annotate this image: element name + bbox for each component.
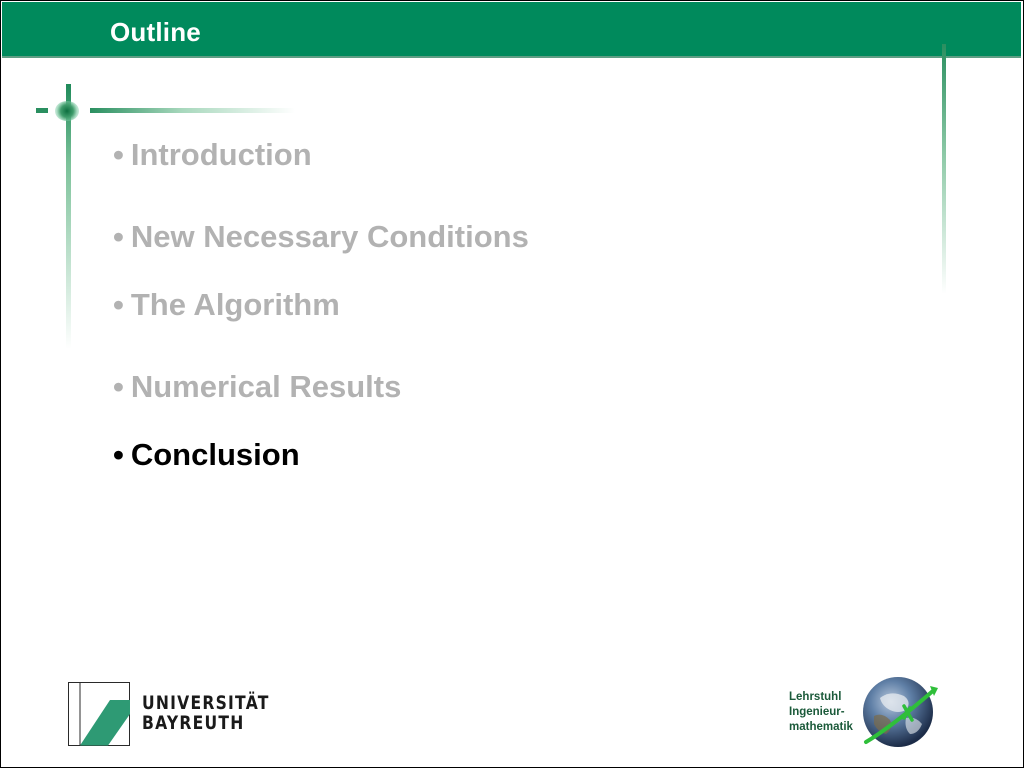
decorative-tick bbox=[36, 108, 48, 113]
outline-item-new-necessary-conditions bbox=[113, 219, 529, 255]
outline-item-label: Numerical Results bbox=[130, 369, 402, 404]
chair-name-line1: Lehrstuhl bbox=[789, 691, 842, 703]
decorative-horizontal-line bbox=[90, 108, 295, 113]
university-bayreuth-logo bbox=[68, 682, 130, 746]
university-name-line1: UNIVERSITÄT bbox=[142, 692, 270, 714]
globe-with-arrow-icon bbox=[860, 676, 940, 752]
slide-title: Outline bbox=[110, 17, 201, 47]
outline-item-label: New Necessary Conditions bbox=[130, 219, 529, 254]
outline-item-label: Conclusion bbox=[130, 437, 300, 472]
decorative-vertical-line bbox=[66, 84, 71, 349]
bullet: • bbox=[113, 437, 124, 472]
outline-item-label: The Algorithm bbox=[130, 287, 340, 322]
university-name-line2: BAYREUTH bbox=[142, 712, 245, 734]
decorative-right-line bbox=[942, 44, 946, 294]
outline-item-label: Introduction bbox=[130, 137, 312, 172]
outline-item-the-algorithm bbox=[113, 287, 340, 323]
bullet: • bbox=[113, 287, 124, 322]
outline-item-conclusion bbox=[113, 437, 300, 473]
chair-name-line2: Ingenieur- bbox=[789, 706, 845, 718]
bullet: • bbox=[113, 137, 124, 172]
university-name bbox=[142, 693, 270, 733]
title-bar bbox=[2, 2, 1021, 56]
bullet: • bbox=[113, 219, 124, 254]
chair-name bbox=[789, 690, 853, 735]
title-divider bbox=[2, 56, 1021, 58]
outline-item-introduction bbox=[113, 137, 312, 173]
decorative-glow-dot bbox=[55, 101, 79, 121]
bullet: • bbox=[113, 369, 124, 404]
chair-name-line3: mathematik bbox=[789, 721, 853, 733]
outline-item-numerical-results bbox=[113, 369, 401, 405]
